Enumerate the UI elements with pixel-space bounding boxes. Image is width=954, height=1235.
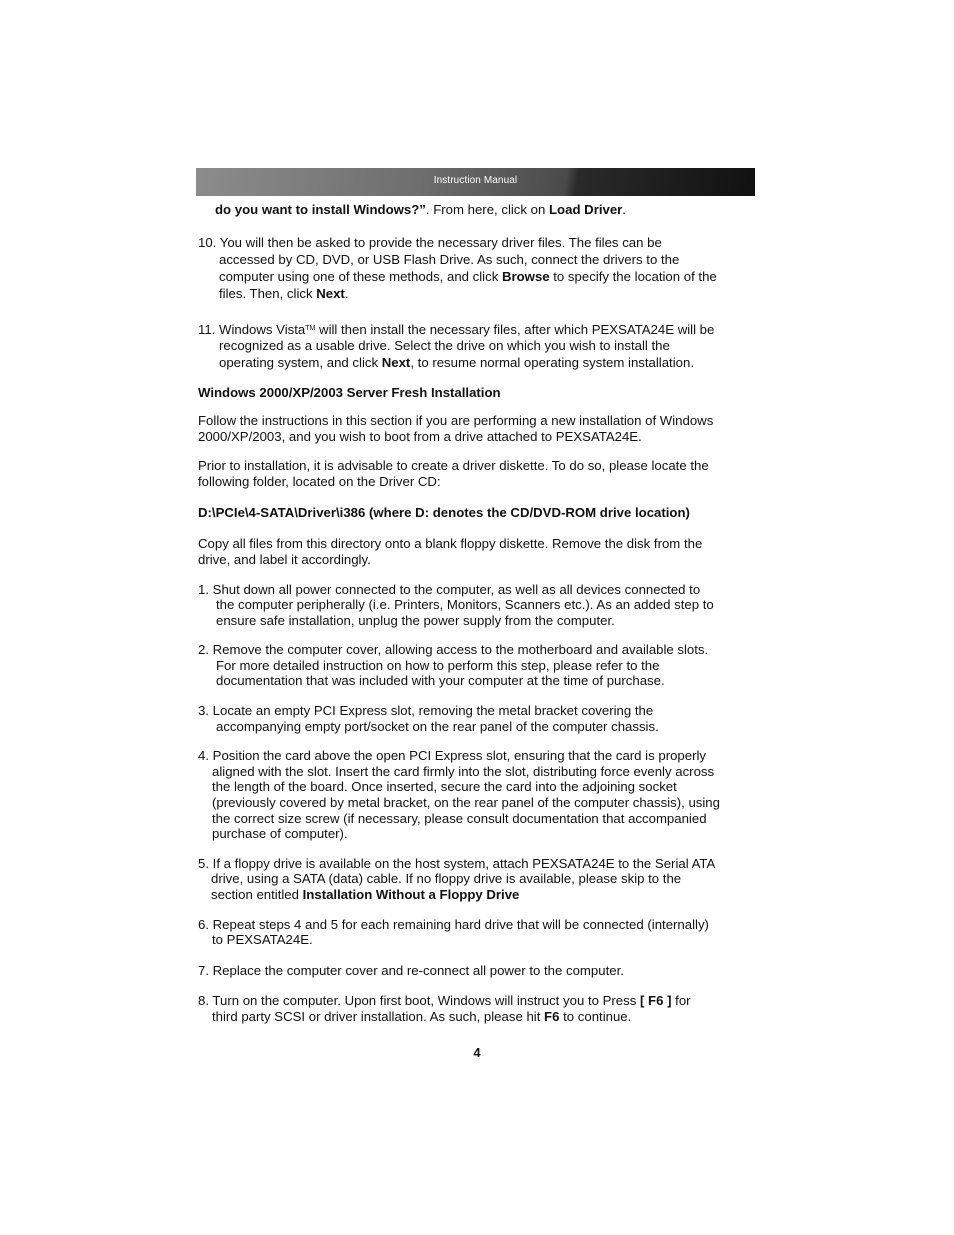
page-number: 4 — [473, 1045, 481, 1060]
bold-text: do you want to install Windows?” — [215, 202, 426, 217]
text: files. Then, click — [219, 286, 317, 301]
trademark-mark: TM — [305, 325, 316, 332]
text: to specify the location of the — [549, 269, 717, 284]
section-heading: Windows 2000/XP/2003 Server Fresh Installation — [198, 385, 501, 400]
text: . From here, click on — [425, 202, 549, 217]
step-2-line-3: documentation that was included with your computer at the time of purchase. — [216, 673, 665, 688]
text: third party SCSI or driver installation. As such, please hit — [212, 1009, 545, 1024]
para-1-line-1: Follow the instructions in this section if you are performing a new installation of Windows — [198, 413, 714, 428]
text: section entitled — [211, 887, 303, 902]
text: . — [622, 202, 626, 217]
bold-text: F6 — [544, 1009, 560, 1024]
bold-text: [ F6 ] — [639, 993, 672, 1008]
text: 11. Windows Vista — [198, 322, 306, 337]
step-4-line-3: the length of the board. Once inserted, secure the card into the adjoining socket — [212, 779, 677, 794]
step-3-line-2: accompanying empty port/socket on the rear panel of the computer chassis. — [216, 719, 659, 734]
driver-path-line: D:\PCIe\4-SATA\Driver\i386 (where D: denotes the CD/DVD-ROM drive location) — [198, 505, 690, 520]
step-6-line-1: 6. Repeat steps 4 and 5 for each remaining hard drive that will be connected (internally) — [198, 917, 709, 932]
step-5-line-1: 5. If a floppy drive is available on the host system, attach PEXSATA24E to the Serial ATA — [198, 856, 716, 871]
para-2-line-1: Prior to installation, it is advisable to create a driver diskette. To do so, please locate the — [198, 458, 709, 473]
step-4-line-1: 4. Position the card above the open PCI Express slot, ensuring that the card is properly — [198, 748, 707, 763]
text: 8. Turn on the computer. Upon first boot, Windows will instruct you to Press — [198, 993, 640, 1008]
step-4-line-5: the correct size screw (if necessary, please consult documentation that accompanied — [212, 811, 707, 826]
text: will then install the necessary files, after which PEXSATA24E will be — [315, 322, 715, 337]
header-title: Instruction Manual — [433, 175, 518, 186]
bold-text: Installation Without a Floppy Drive — [302, 887, 520, 902]
step-11-line-1 — [198, 321, 714, 338]
step-5-line-2: drive, using a SATA (data) cable. If no floppy drive is available, please skip to the — [211, 871, 682, 886]
bold-text: Load Driver — [549, 202, 623, 217]
step-10-line-3 — [219, 269, 717, 285]
text: for — [671, 993, 691, 1008]
step-2-line-2: For more detailed instruction on how to perform this step, please refer to the — [216, 658, 660, 673]
bold-text: Browse — [501, 269, 550, 284]
step-10-line-2: accessed by CD, DVD, or USB Flash Drive. As such, connect the drivers to the — [219, 252, 680, 267]
step-1-line-1: 1. Shut down all power connected to the computer, as well as all devices connected to — [198, 582, 701, 597]
text: . — [344, 286, 349, 301]
step-10-line-1: 10. You will then be asked to provide the necessary driver files. The files can be — [198, 235, 662, 250]
step-6-line-2: to PEXSATA24E. — [212, 932, 313, 947]
step-2-line-1: 2. Remove the computer cover, allowing access to the motherboard and available slots. — [198, 642, 709, 657]
step-5-line-3 — [211, 887, 519, 903]
step-8-line-2 — [212, 1009, 631, 1025]
step-1-line-2: the computer peripherally (i.e. Printers, Monitors, Scanners etc.). As an added step to — [216, 597, 714, 612]
step-8-line-1 — [198, 993, 691, 1009]
step-10-line-4 — [219, 286, 349, 302]
step-7-line-1: 7. Replace the computer cover and re-connect all power to the computer. — [198, 963, 624, 978]
step-4-line-2: aligned with the slot. Insert the card firmly into the slot, distributing force evenly across — [212, 764, 715, 779]
para-3-line-1: Copy all files from this directory onto a blank floppy diskette. Remove the disk from the — [198, 536, 703, 551]
step-1-line-3: ensure safe installation, unplug the power supply from the computer. — [216, 613, 615, 628]
step-11-line-3 — [219, 355, 694, 371]
para-1-line-2: 2000/XP/2003, and you wish to boot from a drive attached to PEXSATA24E. — [198, 429, 642, 444]
step-3-line-1: 3. Locate an empty PCI Express slot, removing the metal bracket covering the — [198, 703, 654, 718]
bold-text: Next — [381, 355, 411, 370]
text: to continue. — [559, 1009, 632, 1024]
step-4-line-4: (previously covered by metal bracket, on the rear panel of the computer chassis), using — [212, 795, 720, 810]
para-3-line-2: drive, and label it accordingly. — [198, 552, 371, 567]
step-4-line-6: purchase of computer). — [212, 826, 348, 841]
continuation-line — [215, 202, 626, 218]
para-2-line-2: following folder, located on the Driver CD: — [198, 474, 441, 489]
bold-text: Next — [316, 286, 345, 301]
step-11-line-2: recognized as a usable drive. Select the drive on which you wish to install the — [219, 338, 670, 353]
text: operating system, and click — [219, 355, 382, 370]
text: , to resume normal operating system installation. — [410, 355, 694, 370]
text: computer using one of these methods, and click — [219, 269, 502, 284]
